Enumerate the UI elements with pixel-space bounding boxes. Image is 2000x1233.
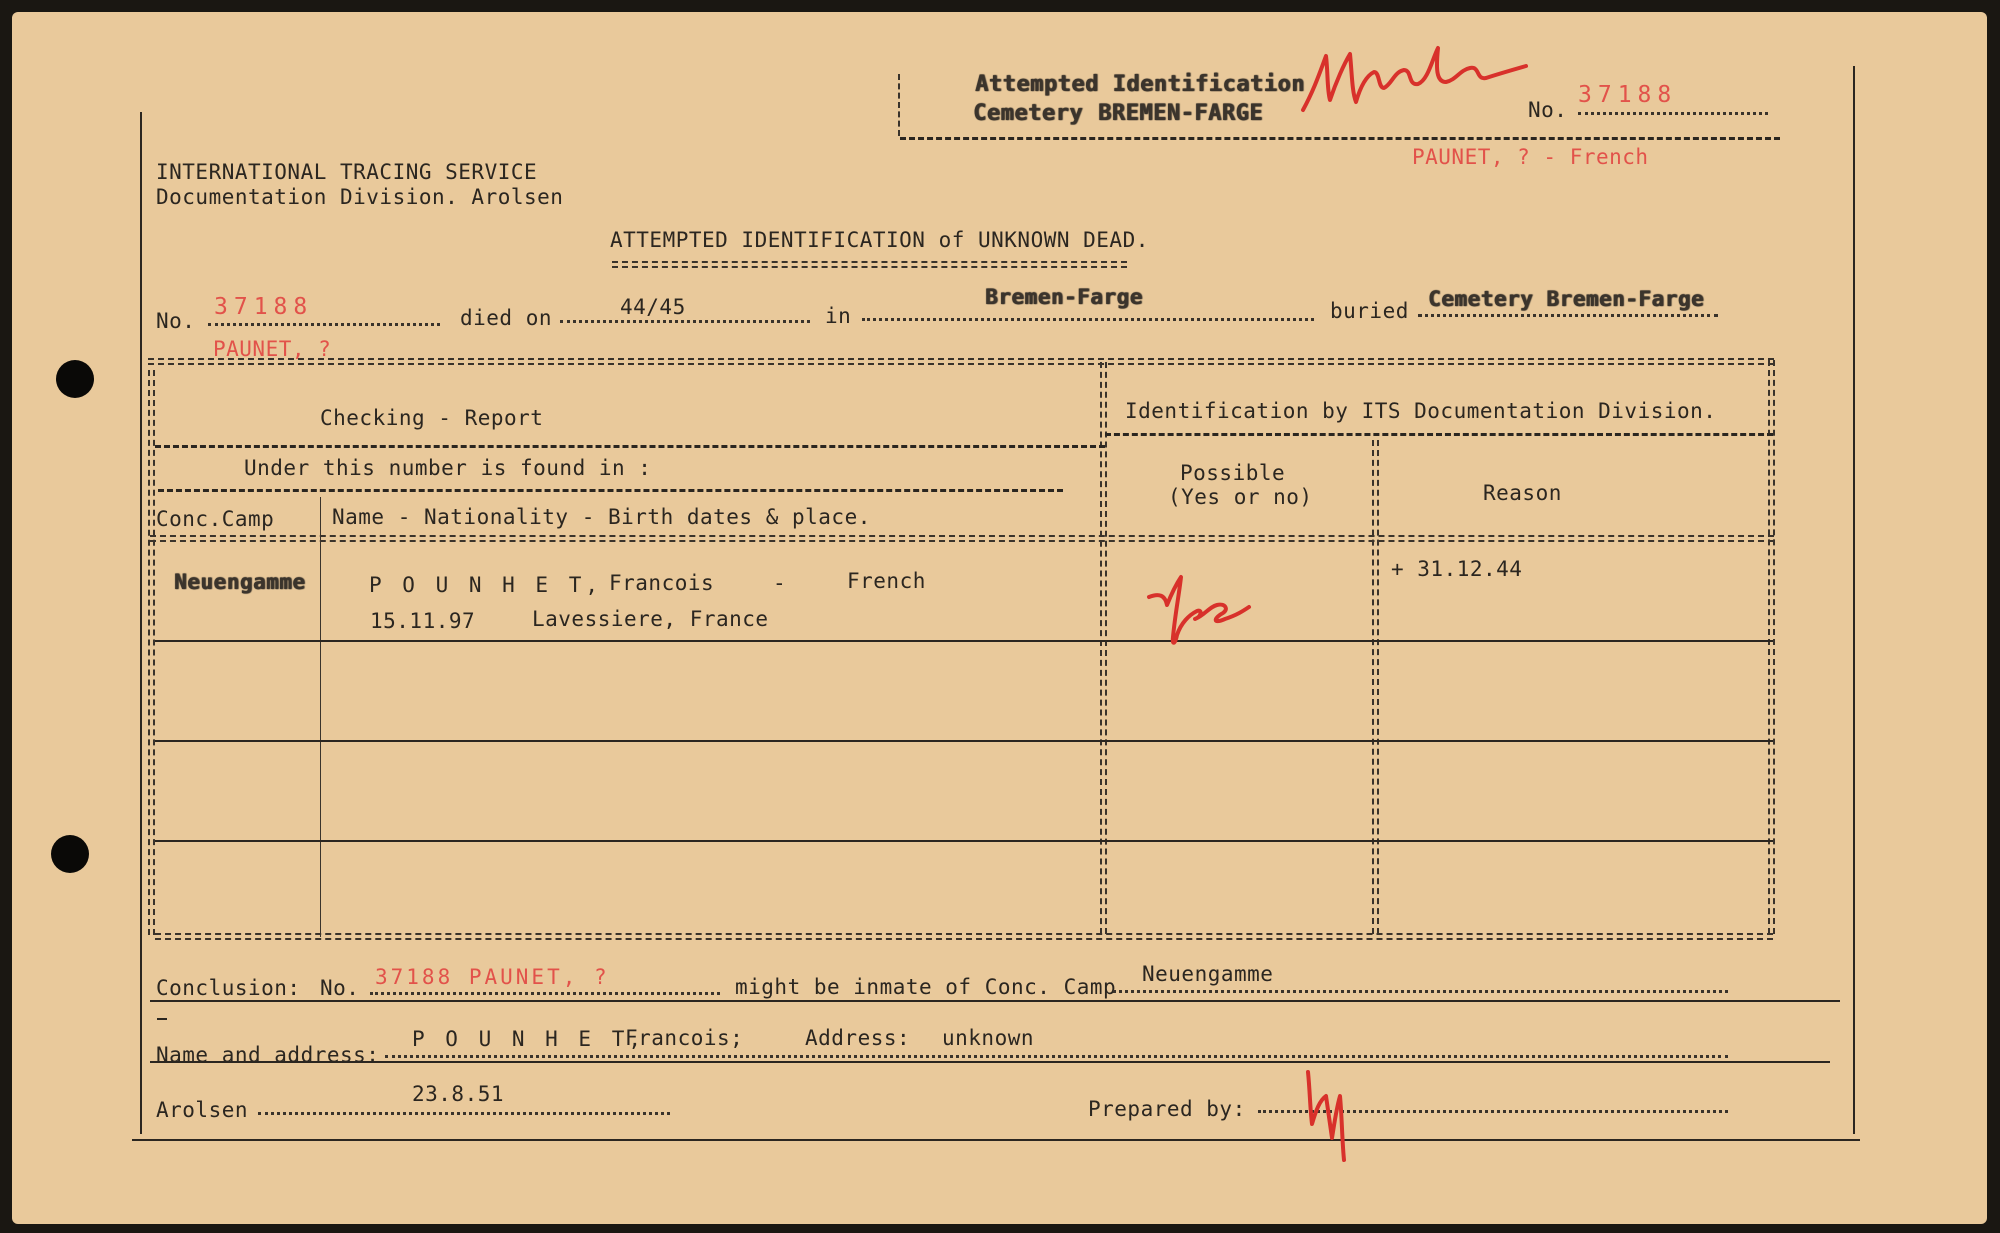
place-dots [258, 1112, 670, 1115]
in-dots [862, 318, 1314, 321]
stamp-no-value: 37188 [1578, 82, 1678, 108]
conclusion-mark [157, 1018, 167, 1020]
name-address-dots [385, 1055, 1728, 1058]
row-birthdate: 15.11.97 [370, 609, 476, 633]
conclusion-camp: Neuengamme [1142, 962, 1274, 986]
in-value: Bremen-Farge [985, 285, 1143, 309]
stamp-bottom-border [900, 137, 1780, 140]
document-title: ATTEMPTED IDENTIFICATION of UNKNOWN DEAD. [610, 228, 1149, 252]
row-3-divider [155, 840, 1773, 842]
table-right-border [1768, 360, 1775, 934]
record-no-label: No. [156, 309, 196, 333]
table-left-border [148, 370, 155, 935]
died-dots [560, 320, 810, 323]
checking-report-underline [155, 445, 1105, 448]
card-frame-left [140, 112, 142, 1134]
row-birthplace: Lavessiere, France [532, 607, 769, 631]
record-no-value: 37188 [214, 294, 314, 320]
address-label: Address: [805, 1026, 911, 1050]
place-date: 23.8.51 [412, 1082, 505, 1106]
stamp-subject: PAUNET, ? - French [1412, 145, 1649, 169]
org-name: INTERNATIONAL TRACING SERVICE [156, 160, 538, 184]
prepared-by-label: Prepared by: [1088, 1097, 1246, 1121]
row-surname: P O U N H E T, [369, 573, 603, 597]
handwritten-yes-mark [1145, 565, 1255, 655]
card-frame-bottom [132, 1139, 1860, 1141]
column-header-possible-sub: (Yes or no) [1168, 485, 1313, 509]
row-reason: + 31.12.44 [1391, 557, 1523, 581]
conclusion-no-dots [370, 992, 720, 995]
record-no-dots [208, 323, 440, 326]
in-label: in [825, 304, 852, 328]
handwritten-made-signature [1300, 42, 1530, 122]
title-underline [612, 261, 1127, 268]
table-divider-camp [320, 497, 321, 937]
buried-dots [1418, 314, 1718, 317]
address-value: unknown [942, 1026, 1035, 1050]
card-frame-right [1853, 66, 1855, 1134]
division-name: Documentation Division. Arolsen [156, 185, 564, 209]
table-top-border [148, 358, 1774, 365]
conclusion-no-label: No. [320, 976, 360, 1000]
under-number-heading: Under this number is found in : [244, 456, 652, 480]
name-address-firstname: Francois; [625, 1026, 744, 1050]
conclusion-might-be: might be inmate of Conc. Camp [735, 975, 1117, 999]
column-header-possible: Possible [1180, 461, 1286, 485]
died-label: died on [460, 306, 553, 330]
table-bottom-border [155, 933, 1773, 940]
stamp-cemetery-value: BREMEN-FARGE [1098, 101, 1263, 126]
name-address-label: Name and address: [156, 1043, 380, 1067]
punch-hole-bottom [51, 835, 89, 873]
buried-value: Cemetery Bremen-Farge [1428, 287, 1705, 311]
conclusion-camp-dots [1113, 990, 1728, 993]
row-firstname: Francois [609, 571, 715, 595]
row-1-divider [155, 640, 1773, 642]
conclusion-no-value: 37188 PAUNET, ? [375, 965, 610, 989]
row-2-divider [155, 740, 1773, 742]
stamp-cemetery-label: Cemetery [973, 101, 1083, 126]
conclusion-underline [150, 1000, 1840, 1002]
identification-heading: Identification by ITS Documentation Division. [1125, 399, 1717, 423]
row-dash: - [773, 571, 787, 595]
row-nationality: French [847, 569, 926, 593]
stamp-line-1: Attempted Identification [975, 72, 1305, 97]
column-header-camp: Conc.Camp [156, 507, 275, 531]
name-address-underline [150, 1061, 1830, 1063]
table-header-bottom-border [150, 535, 1774, 542]
table-divider-reason [1372, 440, 1379, 934]
buried-label: buried [1330, 299, 1409, 323]
stamp-left-border [898, 74, 903, 136]
stamp-no-dots [1578, 112, 1768, 115]
under-number-underline [158, 489, 1063, 492]
column-header-name: Name - Nationality - Birth dates & place. [332, 505, 871, 529]
identification-underline [1105, 433, 1773, 436]
column-header-reason: Reason [1483, 481, 1562, 505]
row-camp: Neuengamme [174, 570, 306, 594]
place-label: Arolsen [156, 1098, 249, 1122]
record-name-red: PAUNET, ? [213, 337, 332, 361]
stamp-no-label: No. [1528, 98, 1568, 122]
name-address-surname: P O U N H E T, [412, 1027, 646, 1051]
checking-report-heading: Checking - Report [320, 406, 544, 430]
preparer-initial-signature [1300, 1066, 1350, 1166]
conclusion-label: Conclusion: [156, 976, 301, 1000]
punch-hole-top [56, 360, 94, 398]
died-value: 44/45 [620, 295, 686, 319]
